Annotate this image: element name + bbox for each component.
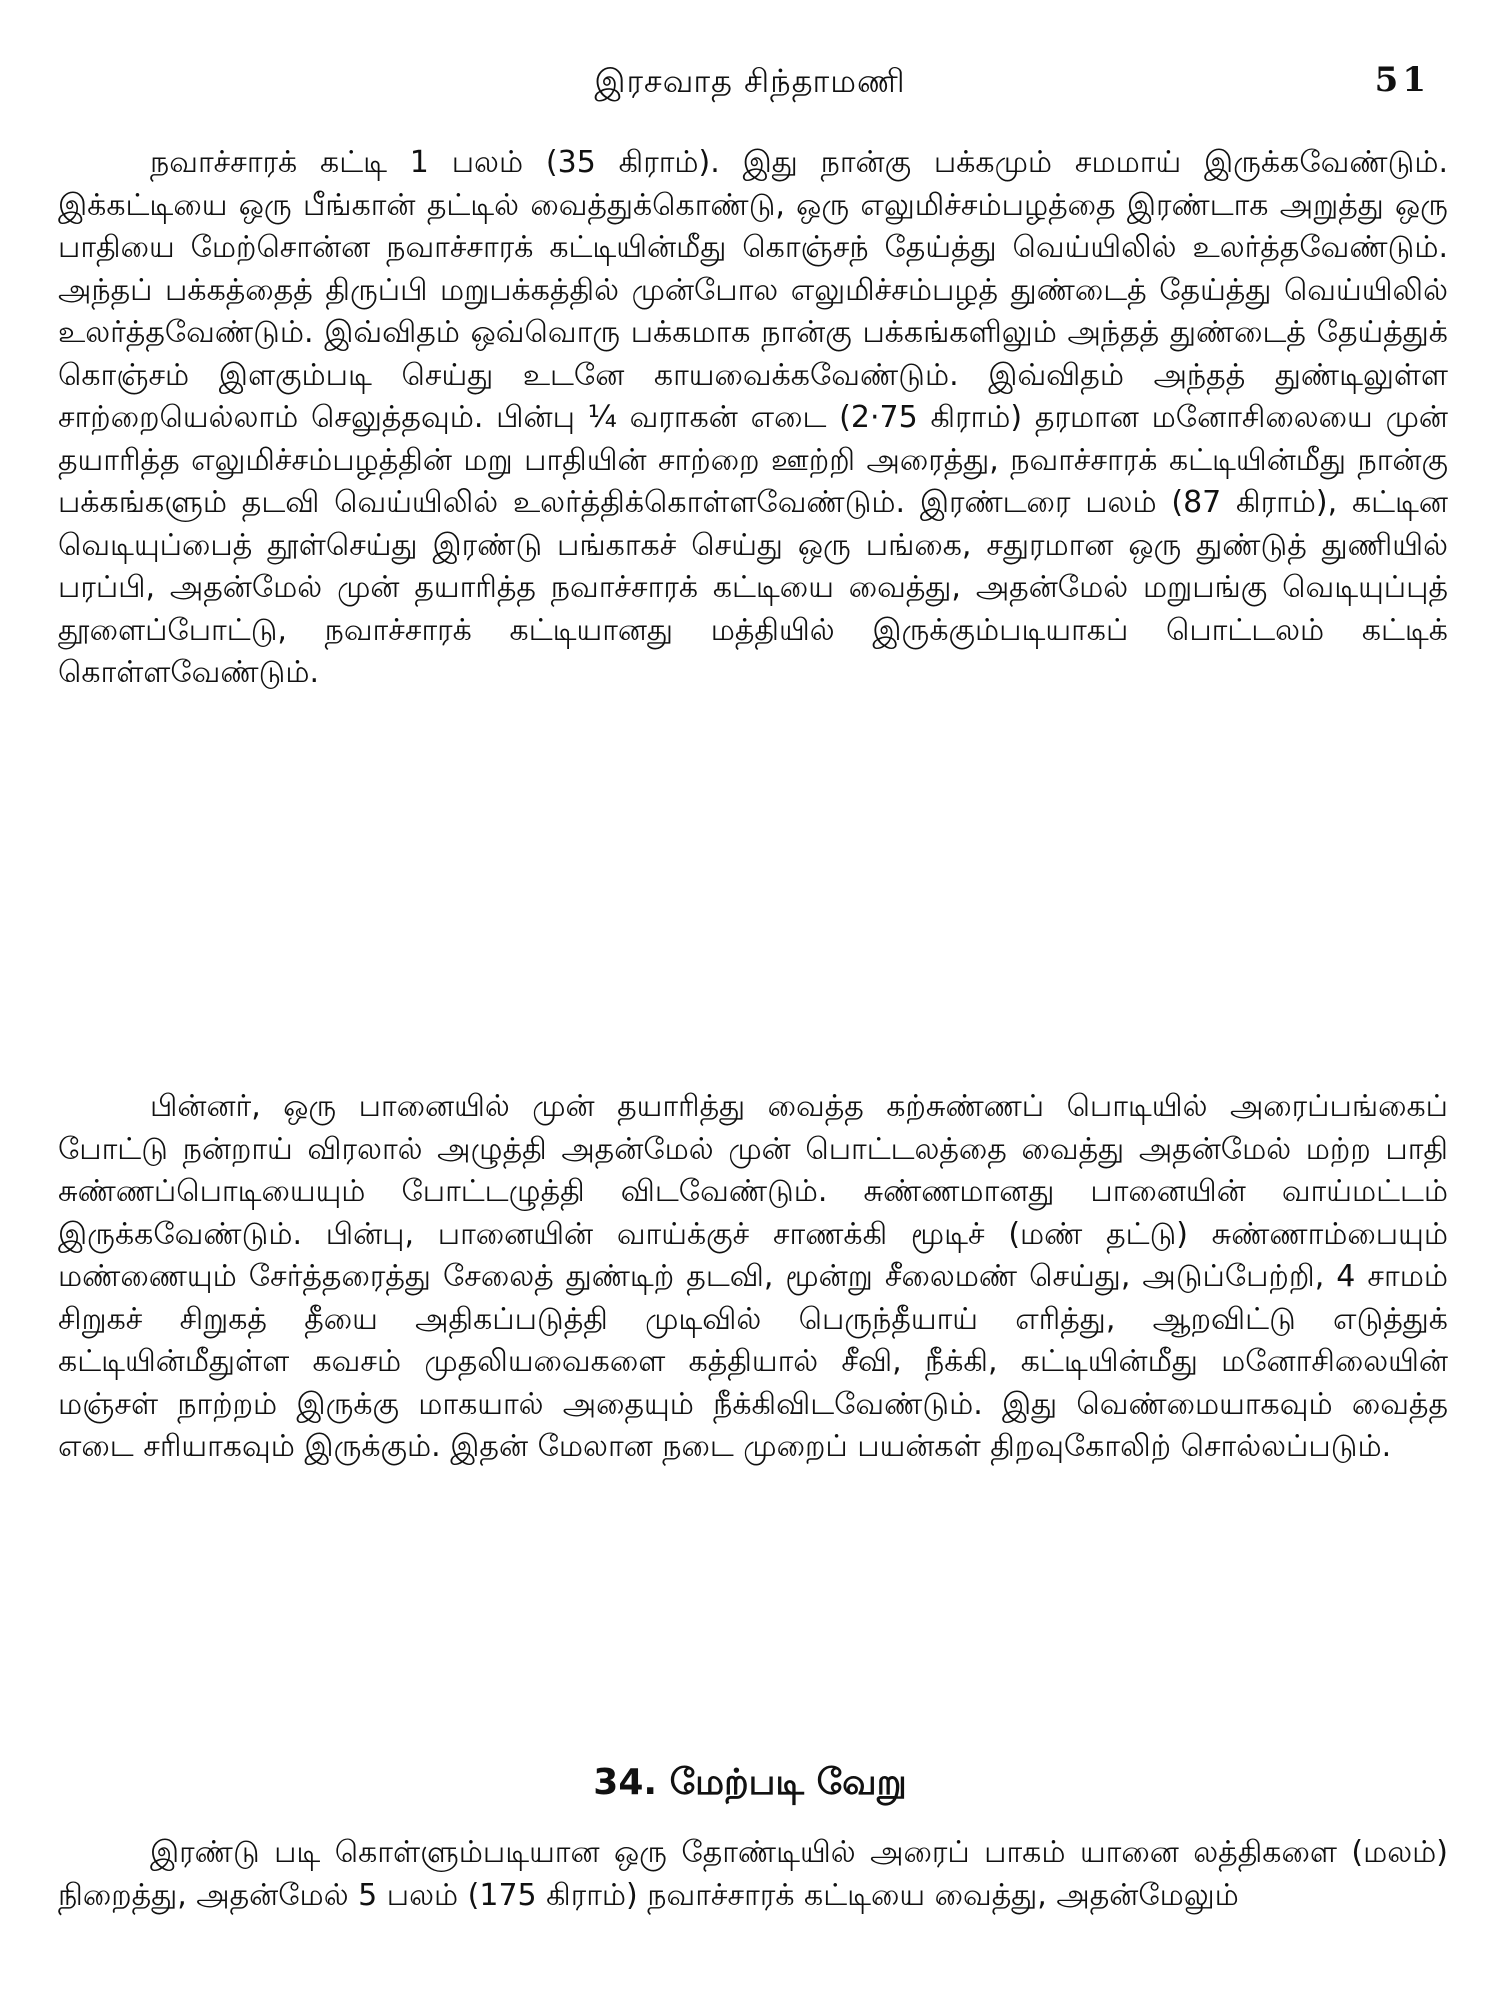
page-number: 51 — [1374, 60, 1430, 100]
paragraph-3 — [58, 1832, 1448, 1917]
paragraph-1 — [58, 142, 1448, 695]
paragraph-2 — [58, 1086, 1448, 1469]
paragraph-text: பின்னர், ஒரு பானையில் முன் தயாரித்து வைத்த கற்சுண்ணப் பொடியில் அரைப்பங்கைப் போட்டு நன்றாய் விரலால் அழுத்தி அதன்மேல் முன் பொட்டலத்தை வைத்து அதன்மேல் மற்ற பாதி சுண்ணப்பொடியையும் போட்டழுத்தி விடவேண்டும். சுண்ணமானது பானையின் வாய்மட்டம் இருக்கவேண்டும். பின்பு, பானையின் வாய்க்குச் சாணக்கி மூடிச் (மண் தட்டு) சுண்ணாம்பையும் மண்ணையும் சேர்த்தரைத்து சேலைத் துண்டிற் தடவி, மூன்று சீலைமண் செய்து, அடுப்பேற்றி, 4 சாமம் சிறுகச் சிறுகத் தீயை அதிகப்படுத்தி முடிவில் பெருந்தீயாய் எரித்து, ஆறவிட்டு எடுத்துக் கட்டியின்மீதுள்ள கவசம் முதலியவைகளை கத்தியால் சீவி, நீக்கி, கட்டியின்மீது மனோசிலையின் மஞ்சள் நாற்றம் இருக்கு மாகயால் அதையும் நீக்கிவிடவேண்டும். இது வெண்மையாகவும் வைத்த எடை சரியாகவும் இருக்கும். இதன் மேலான நடை முறைப் பயன்கள் திறவுகோலிற் சொல்லப்படும். — [58, 1089, 1448, 1464]
book-title: இரசவாத சிந்தாமணி — [594, 62, 906, 100]
paragraph-text: இரண்டு படி கொள்ளும்படியான ஒரு தோண்டியில் அரைப் பாகம் யானை லத்திகளை (மலம்) நிறைத்து, அதன்மேல் 5 பலம் (175 கிராம்) நவாச்சாரக் கட்டியை வைத்து, அதன்மேலும் — [58, 1835, 1448, 1913]
section-heading: 34. மேற்படி வேறு — [593, 1762, 907, 1803]
running-header — [0, 62, 1500, 112]
paragraph-text: நவாச்சாரக் கட்டி 1 பலம் (35 கிராம்). இது நான்கு பக்கமும் சமமாய் இருக்கவேண்டும். இக்கட்டியை ஒரு பீங்கான் தட்டில் வைத்துக்கொண்டு, ஒரு எலுமிச்சம்பழத்தை இரண்டாக அறுத்து ஒரு பாதியை மேற்சொன்ன நவாச்சாரக் கட்டியின்மீது கொஞ்சந் தேய்த்து வெய்யிலில் உலர்த்தவேண்டும். அந்தப் பக்கத்தைத் திருப்பி மறுபக்கத்தில் முன்போல எலுமிச்சம்பழத் துண்டைத் தேய்த்து வெய்யிலில் உலர்த்தவேண்டும். இவ்விதம் ஒவ்வொரு பக்கமாக நான்கு பக்கங்களிலும் அந்தத் துண்டைத் தேய்த்துக் கொஞ்சம் இளகும்படி செய்து உடனே காயவைக்கவேண்டும். இவ்விதம் அந்தத் துண்டிலுள்ள சாற்றையெல்லாம் செலுத்தவும். பின்பு ¼ வராகன் எடை (2·75 கிராம்) தரமான மனோசிலையை முன் தயாரித்த எலுமிச்சம்பழத்தின் மறு பாதியின் சாற்றை ஊற்றி அரைத்து, நவாச்சாரக் கட்டியின்மீது நான்கு பக்கங்களும் தடவி வெய்யிலில் உலர்த்திக்கொள்ளவேண்டும். இரண்டரை பலம் (87 கிராம்), கட்டின வெடியுப்பைத் தூள்செய்து இரண்டு பங்காகச் செய்து ஒரு பங்கை, சதுரமான ஒரு துண்டுத் துணியில் பரப்பி, அதன்மேல் முன் தயாரித்த நவாச்சாரக் கட்டியை வைத்து, அதன்மேல் மறுபங்கு வெடியுப்புத் தூளைப்போட்டு, நவாச்சாரக் கட்டியானது மத்தியில் இருக்கும்படியாகப் பொட்டலம் கட்டிக் கொள்ளவேண்டும். — [58, 145, 1448, 690]
